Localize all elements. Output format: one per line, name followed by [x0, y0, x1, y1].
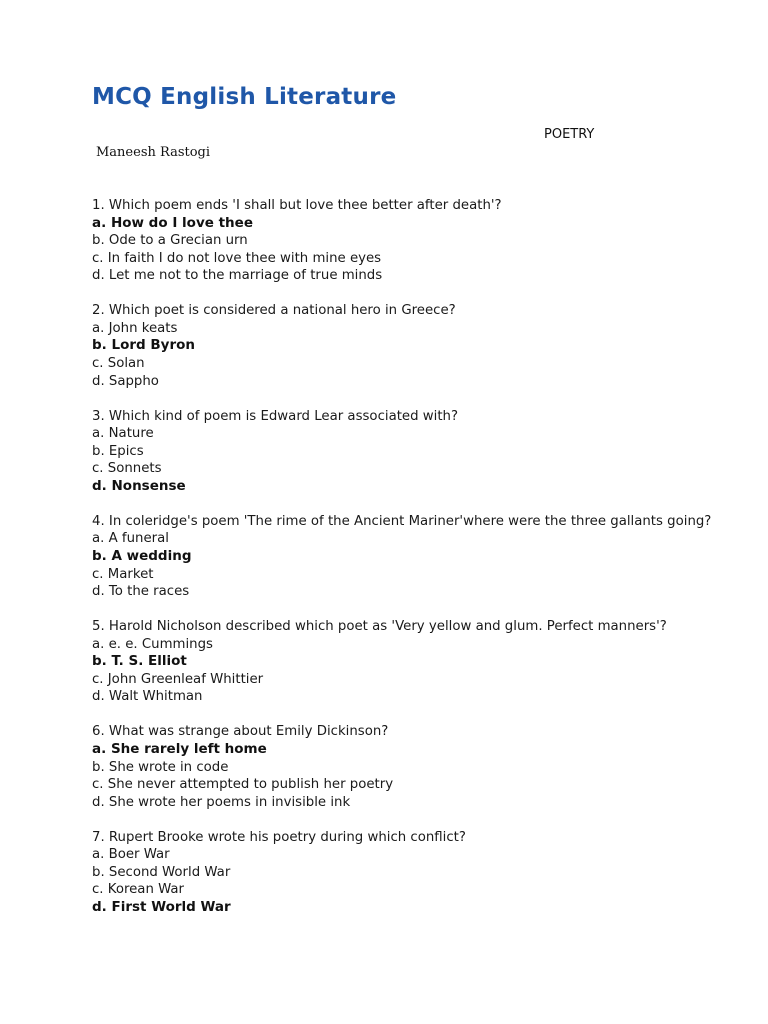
question-block — [92, 513, 752, 601]
answer-option: b. Second World War — [92, 864, 231, 880]
answer-option: b. She wrote in code — [92, 759, 229, 775]
answer-option-correct: b. Lord Byron — [92, 337, 196, 354]
question-text: 6. What was strange about Emily Dickinson? — [92, 724, 389, 740]
section-heading: POETRY — [544, 127, 595, 142]
answer-option-correct: a. How do I love thee — [92, 214, 253, 231]
answer-option: a. Boer War — [92, 847, 170, 863]
answer-option: d. Sappho — [92, 373, 159, 389]
answer-option: c. John Greenleaf Whittier — [92, 671, 264, 687]
answer-option: b. Ode to a Grecian urn — [92, 233, 248, 249]
answer-option: c. In faith I do not love thee with mine eyes — [92, 250, 382, 266]
answer-option: d. She wrote her poems in invisible ink — [92, 794, 351, 810]
answer-option: b. Epics — [92, 443, 144, 459]
answer-option: a. John keats — [92, 320, 178, 336]
answer-option: c. Korean War — [92, 882, 185, 898]
answer-option-correct: d. Nonsense — [92, 477, 186, 494]
question-block — [92, 829, 752, 917]
answer-option: d. Walt Whitman — [92, 689, 203, 705]
question-list — [92, 197, 752, 934]
question-text: 2. Which poet is considered a national hero in Greece? — [92, 303, 456, 319]
question-block — [92, 302, 752, 390]
answer-option-correct: b. A wedding — [92, 547, 192, 564]
question-block — [92, 723, 752, 811]
question-text: 7. Rupert Brooke wrote his poetry during which conflict? — [92, 829, 466, 845]
answer-option: c. Solan — [92, 356, 145, 372]
answer-option: c. Market — [92, 566, 154, 582]
author-name: Maneesh Rastogi — [96, 145, 211, 160]
question-block — [92, 197, 752, 285]
answer-option-correct: d. First World War — [92, 898, 231, 915]
answer-option: d. Let me not to the marriage of true minds — [92, 268, 383, 284]
answer-option: c. Sonnets — [92, 461, 162, 477]
question-block — [92, 408, 752, 496]
answer-option: a. e. e. Cummings — [92, 636, 213, 652]
answer-option: d. To the races — [92, 584, 190, 600]
question-text: 4. In coleridge's poem 'The rime of the Ancient Mariner'where were the three gallants going? — [92, 513, 712, 529]
question-text: 1. Which poem ends 'I shall but love thee better after death'? — [92, 198, 502, 213]
document-title: MCQ English Literature — [92, 84, 397, 110]
answer-option-correct: b. T. S. Elliot — [92, 653, 187, 670]
answer-option-correct: a. She rarely left home — [92, 740, 267, 757]
question-text: 5. Harold Nicholson described which poet as 'Very yellow and glum. Perfect manners'? — [92, 619, 667, 635]
answer-option: a. Nature — [92, 426, 154, 442]
question-block — [92, 618, 752, 706]
answer-option: a. A funeral — [92, 531, 169, 547]
question-text: 3. Which kind of poem is Edward Lear associated with? — [92, 408, 459, 424]
answer-option: c. She never attempted to publish her poetry — [92, 777, 394, 793]
